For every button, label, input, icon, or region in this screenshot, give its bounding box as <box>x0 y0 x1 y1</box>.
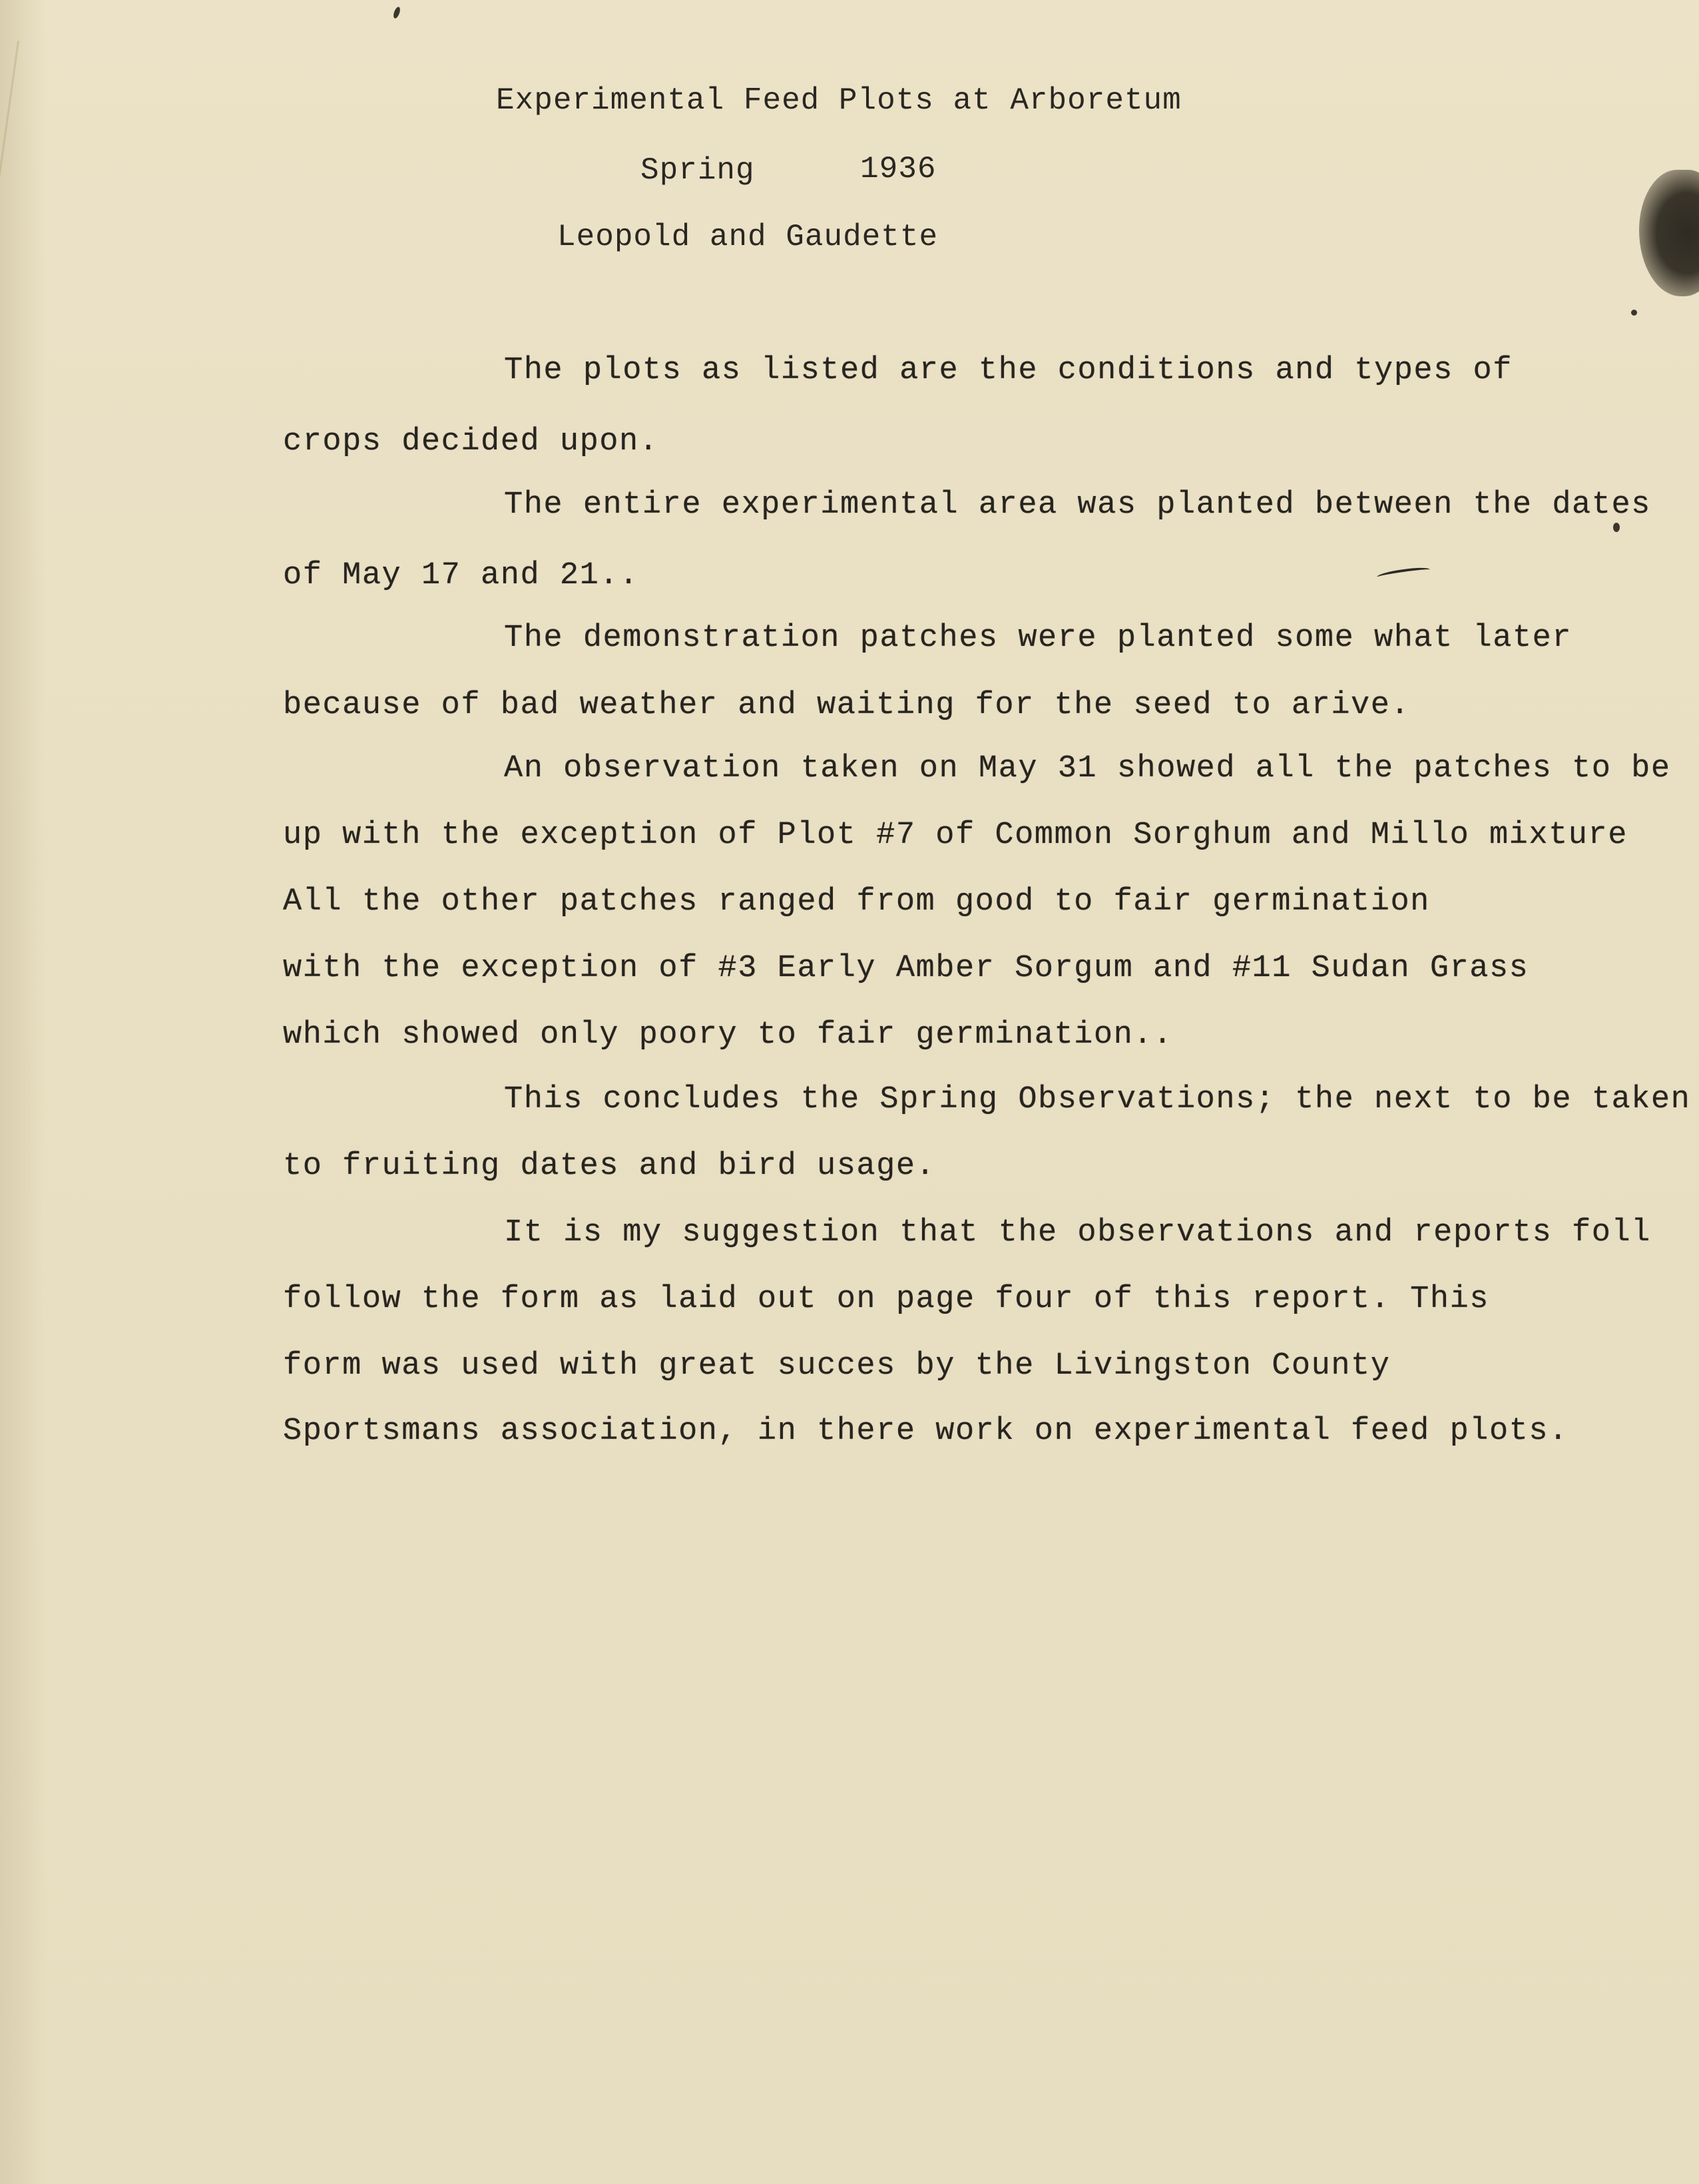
body-line: up with the exception of Plot #7 of Common Sorghum and Millo mixture <box>283 818 1628 853</box>
body-line: The entire experimental area was planted between the dates <box>504 487 1651 523</box>
document-title: Experimental Feed Plots at Arboretum <box>496 83 1182 118</box>
ink-speck <box>392 6 401 19</box>
body-line: This concludes the Spring Observations; the next to be taken <box>504 1082 1691 1117</box>
body-line: with the exception of #3 Early Amber Sorgum and #11 Sudan Grass <box>283 951 1529 986</box>
body-line: follow the form as laid out on page four of this report. This <box>283 1282 1489 1317</box>
body-line: crops decided upon. <box>283 424 659 459</box>
body-line: Sportsmans association, in there work on experimental feed plots. <box>283 1414 1569 1449</box>
body-line: form was used with great succes by the Livingston County <box>283 1348 1391 1384</box>
body-line: It is my suggestion that the observations and reports foll <box>504 1215 1651 1250</box>
body-line: The demonstration patches were planted some what later <box>504 621 1573 656</box>
body-line: of May 17 and 21.. <box>283 558 639 593</box>
ink-speck <box>1631 310 1637 316</box>
ink-speck <box>1613 523 1620 532</box>
document-year: 1936 <box>860 152 937 186</box>
body-line: because of bad weather and waiting for the seed to arive. <box>283 688 1411 723</box>
document-authors: Leopold and Gaudette <box>557 220 939 254</box>
body-line: The plots as listed are the conditions and types of <box>504 353 1513 388</box>
document-season: Spring <box>640 153 755 188</box>
body-line: An observation taken on May 31 showed all the patches to be <box>504 751 1671 786</box>
body-line: which showed only poory to fair germination.. <box>283 1017 1173 1053</box>
body-line: to fruiting dates and bird usage. <box>283 1149 936 1184</box>
body-line: All the other patches ranged from good to fair germination <box>283 884 1430 920</box>
paper-edge-shading <box>0 0 47 2184</box>
pencil-mark <box>1377 565 1431 581</box>
